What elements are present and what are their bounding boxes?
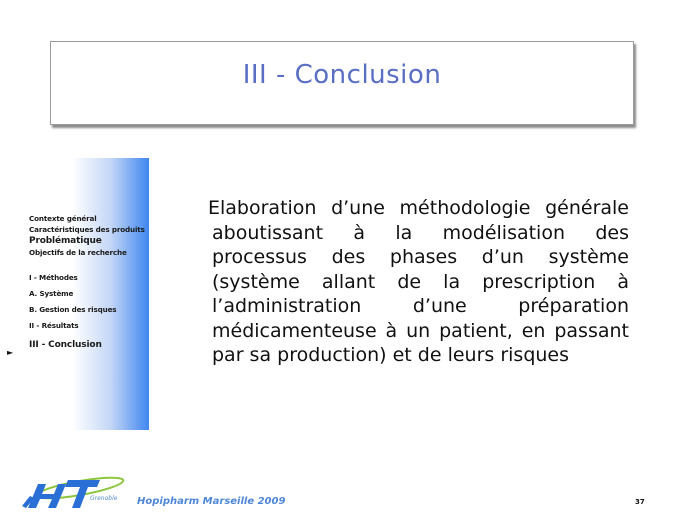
sidebar-item-systeme[interactable]: A. Système xyxy=(29,289,74,298)
current-item-arrow-icon: ► xyxy=(7,348,14,357)
slide-title: III - Conclusion xyxy=(242,60,442,90)
logo-subtext: Grenoble xyxy=(90,495,118,502)
page-number: 37 xyxy=(635,498,645,506)
sidebar-item-contexte[interactable]: Contexte général xyxy=(29,214,97,223)
sidebar-item-objectifs[interactable]: Objectifs de la recherche xyxy=(29,248,127,257)
sidebar-item-methodes[interactable]: I - Méthodes xyxy=(29,273,78,282)
logo-mark-icon xyxy=(22,473,125,508)
footer-event-name: Hopipharm Marseille 2009 xyxy=(137,496,286,507)
sidebar-item-resultats[interactable]: II - Résultats xyxy=(29,321,79,330)
hopipharm-logo xyxy=(20,466,135,514)
title-box xyxy=(50,41,634,125)
sidebar-item-conclusion[interactable]: III - Conclusion xyxy=(29,340,102,350)
sidebar-item-gestion-risques[interactable]: B. Gestion des risques xyxy=(29,305,117,314)
sidebar-item-problematique[interactable]: Problématique xyxy=(29,236,102,246)
sidebar-item-caracteristiques[interactable]: Caractéristiques des produits xyxy=(29,225,145,234)
sidebar-nav xyxy=(29,213,154,351)
slide-body-text: Elaboration d’une méthodologie générale aboutissant à la modélisation des processus des phases d’un système (système allant de la prescription à l’administration d’une préparation médicamenteuse à un patient, en passant par sa production) et de leurs risques xyxy=(208,197,629,366)
